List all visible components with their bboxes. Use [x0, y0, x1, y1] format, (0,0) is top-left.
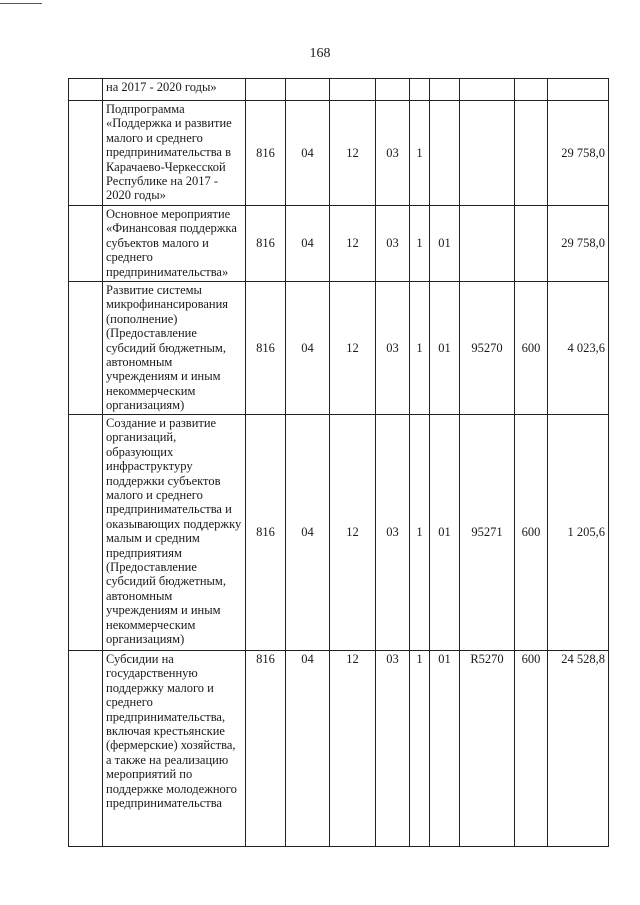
amount-cell: 1 205,6	[548, 415, 609, 651]
amount-cell: 29 758,0	[548, 101, 609, 206]
direction-code	[460, 101, 515, 206]
ministry-code: 816	[246, 282, 286, 415]
subprogram-code: 1	[410, 415, 430, 651]
row-name: на 2017 - 2020 годы»	[103, 79, 246, 101]
event-code: 01	[430, 206, 460, 282]
event-code	[430, 79, 460, 101]
ministry-code: 816	[246, 651, 286, 847]
direction-code: 95270	[460, 282, 515, 415]
subsection-code: 12	[330, 651, 376, 847]
program-code: 03	[376, 282, 410, 415]
subsection-code	[330, 79, 376, 101]
row-index-cell	[69, 79, 103, 101]
section-code: 04	[286, 206, 330, 282]
program-code: 03	[376, 651, 410, 847]
table-row	[69, 415, 609, 651]
row-name: Подпрограмма «Поддержка и развитие малого и среднего предпринимательства в Карачаево-Черкесской Республике на 2017 - 2020 годы»	[103, 101, 246, 206]
subprogram-code: 1	[410, 282, 430, 415]
table-row	[69, 101, 609, 206]
table-row	[69, 651, 609, 847]
amount-cell: 4 023,6	[548, 282, 609, 415]
program-code	[376, 79, 410, 101]
direction-code: R5270	[460, 651, 515, 847]
amount-cell: 29 758,0	[548, 206, 609, 282]
event-code: 01	[430, 282, 460, 415]
row-index-cell	[69, 282, 103, 415]
table-row	[69, 79, 609, 101]
row-name: Субсидии на государственную поддержку малого и среднего предпринимательства, включая крестьянские (фермерские) хозяйства, а также на реализацию мероприятий по поддержке молодежного предпринимательства	[103, 651, 246, 847]
ministry-code: 816	[246, 206, 286, 282]
expense-type-code	[515, 101, 548, 206]
direction-code	[460, 79, 515, 101]
ministry-code: 816	[246, 415, 286, 651]
ministry-code	[246, 79, 286, 101]
expense-type-code: 600	[515, 282, 548, 415]
table-row	[69, 282, 609, 415]
subsection-code: 12	[330, 282, 376, 415]
row-index-cell	[69, 206, 103, 282]
ministry-code: 816	[246, 101, 286, 206]
section-code: 04	[286, 101, 330, 206]
event-code	[430, 101, 460, 206]
expense-type-code: 600	[515, 415, 548, 651]
event-code: 01	[430, 415, 460, 651]
subsection-code: 12	[330, 101, 376, 206]
section-code: 04	[286, 282, 330, 415]
subprogram-code: 1	[410, 206, 430, 282]
expense-type-code: 600	[515, 651, 548, 847]
row-index-cell	[69, 651, 103, 847]
page-number: 168	[309, 46, 331, 61]
direction-code	[460, 206, 515, 282]
table-row	[69, 206, 609, 282]
amount-cell	[548, 79, 609, 101]
subprogram-code: 1	[410, 651, 430, 847]
subsection-code: 12	[330, 415, 376, 651]
subsection-code: 12	[330, 206, 376, 282]
subprogram-code	[410, 79, 430, 101]
expense-type-code	[515, 79, 548, 101]
row-index-cell	[69, 101, 103, 206]
subprogram-code: 1	[410, 101, 430, 206]
amount-cell: 24 528,8	[548, 651, 609, 847]
direction-code: 95271	[460, 415, 515, 651]
section-code	[286, 79, 330, 101]
row-index-cell	[69, 415, 103, 651]
event-code: 01	[430, 651, 460, 847]
section-code: 04	[286, 651, 330, 847]
expense-type-code	[515, 206, 548, 282]
budget-table	[68, 78, 609, 847]
scan-edge-line	[0, 3, 42, 4]
section-code: 04	[286, 415, 330, 651]
program-code: 03	[376, 101, 410, 206]
program-code: 03	[376, 206, 410, 282]
row-name: Создание и развитие организаций, образующих инфраструктуру поддержки субъектов малого и среднего предпринимательства и оказывающих поддержку малым и средним предприятиям (Предоставление субсидий бюджетным, автономным учреждениям и иным некоммерческим организациям)	[103, 415, 246, 651]
row-name: Основное мероприятие «Финансовая поддержка субъектов малого и среднего предпринимательства»	[103, 206, 246, 282]
row-name: Развитие системы микрофинансирования (пополнение) (Предоставление субсидий бюджетным, автономным учреждениям и иным некоммерческим организациям)	[103, 282, 246, 415]
program-code: 03	[376, 415, 410, 651]
